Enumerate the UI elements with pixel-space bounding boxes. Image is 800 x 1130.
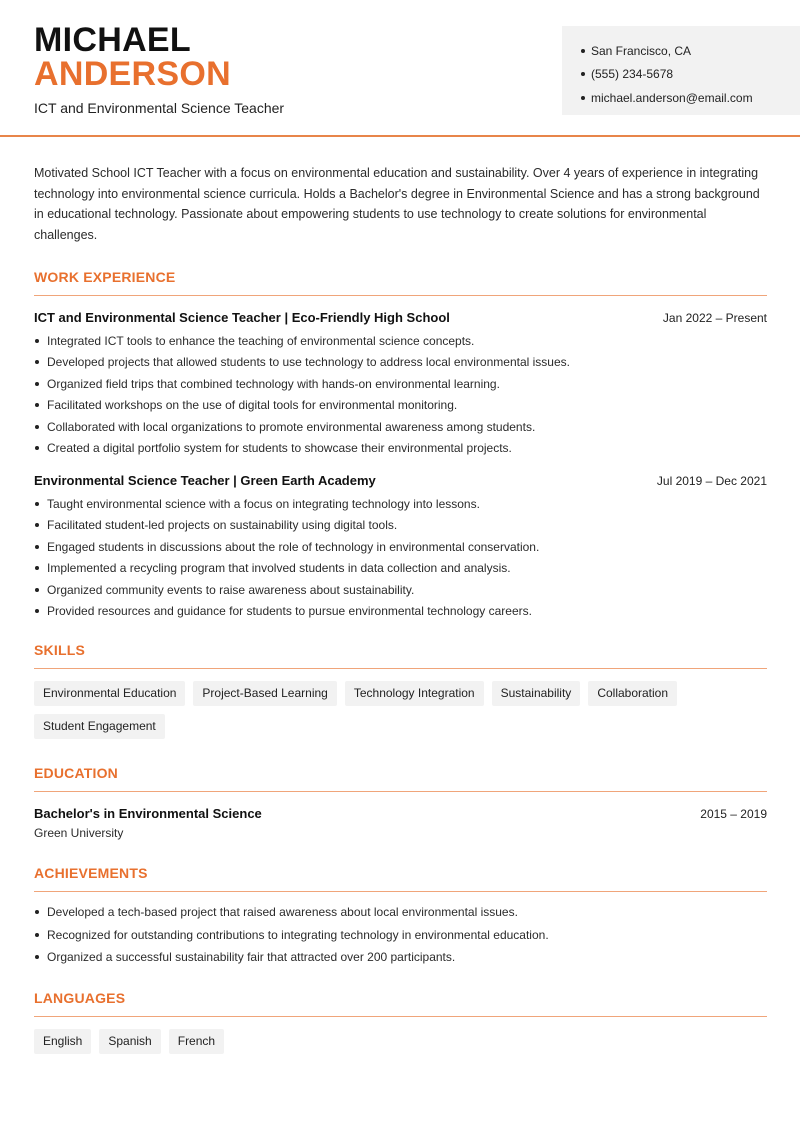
phone-text[interactable]: (555) 234-5678	[591, 67, 674, 82]
list-item-text: Recognized for outstanding contributions to integrating technology in environmental education.	[47, 927, 549, 942]
list-item	[34, 536, 767, 558]
bullet-icon	[35, 955, 39, 959]
list-item-text: Facilitated student-led projects on sustainability using digital tools.	[47, 518, 398, 533]
job-points	[34, 493, 767, 622]
bullet-icon	[35, 523, 39, 527]
resume-body	[34, 137, 767, 1054]
job-role: Environmental Science Teacher | Green Earth Academy	[34, 473, 376, 488]
bullet-icon	[35, 425, 39, 429]
education-dates: 2015 – 2019	[700, 807, 767, 821]
email-link[interactable]: michael.anderson@email.com	[591, 90, 753, 105]
list-item	[34, 373, 767, 395]
bullet-icon	[35, 933, 39, 937]
list-item	[34, 901, 767, 924]
skill-tag: Project-Based Learning	[193, 681, 336, 706]
education-section	[34, 765, 767, 840]
candidate-name	[34, 21, 231, 93]
last-name: ANDERSON	[34, 55, 231, 93]
bullet-icon	[35, 360, 39, 364]
job-dates: Jul 2019 – Dec 2021	[656, 474, 767, 488]
language-tag: English	[34, 1029, 91, 1054]
section-title-achievements: ACHIEVEMENTS	[34, 865, 767, 892]
skill-tag: Technology Integration	[345, 681, 484, 706]
skills-tags	[34, 681, 767, 739]
bullet-icon	[35, 588, 39, 592]
list-item	[34, 493, 767, 515]
bullet-icon	[35, 382, 39, 386]
list-item	[34, 395, 767, 417]
bullet-icon	[35, 339, 39, 343]
job-points	[34, 330, 767, 459]
education-header	[34, 806, 767, 821]
summary-paragraph: Motivated School ICT Teacher with a focus on environmental education and sustainability. Over 4 years of experience in integrating technology into environmental science curricula. Holds a Bachelor's degree in Environmental Science and has a strong background in educational technology. Passionate about empowering students to use technology to create solutions for environmental challenges.	[34, 166, 760, 242]
list-item	[34, 416, 767, 438]
school-name: Green University	[34, 826, 124, 840]
language-tag: French	[169, 1029, 224, 1054]
list-item	[34, 438, 767, 460]
list-item-text: Facilitated workshops on the use of digital tools for environmental monitoring.	[47, 398, 458, 413]
education-entry	[34, 806, 767, 840]
list-item	[34, 579, 767, 601]
list-item-text: Integrated ICT tools to enhance the teaching of environmental science concepts.	[47, 333, 475, 348]
language-tag: Spanish	[99, 1029, 160, 1054]
bullet-icon	[35, 403, 39, 407]
list-item	[34, 924, 767, 947]
job-entry	[34, 310, 767, 459]
skill-tag: Collaboration	[588, 681, 677, 706]
list-item	[34, 558, 767, 580]
section-title-languages: LANGUAGES	[34, 990, 767, 1017]
contact-location	[581, 39, 800, 63]
resume-header	[0, 0, 800, 137]
list-item-text: Implemented a recycling program that involved students in data collection and analysis.	[47, 561, 511, 576]
list-item-text: Taught environmental science with a focus on integrating technology into lessons.	[47, 496, 480, 511]
languages-section	[34, 990, 767, 1054]
list-item	[34, 352, 767, 374]
list-item-text: Provided resources and guidance for students to pursue environmental technology careers.	[47, 604, 532, 619]
job-entry	[34, 473, 767, 622]
skill-tag: Sustainability	[492, 681, 581, 706]
list-item	[34, 946, 767, 969]
bullet-icon	[581, 72, 585, 76]
job-role: ICT and Environmental Science Teacher | Eco-Friendly High School	[34, 310, 450, 325]
list-item-text: Organized field trips that combined technology with hands-on environmental learning.	[47, 376, 500, 391]
skills-section	[34, 642, 767, 739]
skill-tag: Student Engagement	[34, 714, 165, 739]
bullet-icon	[35, 502, 39, 506]
list-item-text: Organized a successful sustainability fair that attracted over 200 participants.	[47, 950, 456, 965]
job-dates: Jan 2022 – Present	[662, 311, 767, 325]
section-title-skills: SKILLS	[34, 642, 767, 669]
job-title: ICT and Environmental Science Teacher	[34, 100, 285, 116]
contact-box	[562, 26, 800, 115]
list-item	[34, 330, 767, 352]
job-header	[34, 473, 767, 488]
list-item	[34, 515, 767, 537]
list-item-text: Created a digital portfolio system for students to showcase their environmental projects.	[47, 441, 512, 456]
list-item	[34, 601, 767, 623]
languages-tags	[34, 1029, 767, 1054]
first-name: MICHAEL	[34, 21, 191, 59]
section-title-education: EDUCATION	[34, 765, 767, 792]
bullet-icon	[35, 609, 39, 613]
bullet-icon	[35, 566, 39, 570]
contact-phone	[581, 63, 800, 87]
skill-tag: Environmental Education	[34, 681, 185, 706]
bullet-icon	[581, 49, 585, 53]
bullet-icon	[35, 910, 39, 914]
contact-email	[581, 86, 800, 110]
bullet-icon	[581, 96, 585, 100]
list-item-text: Developed projects that allowed students to use technology to address local environmental issues.	[47, 355, 570, 370]
achievements-section	[34, 865, 767, 969]
list-item-text: Collaborated with local organizations to promote environmental awareness among students.	[47, 419, 536, 434]
section-title-work: WORK EXPERIENCE	[34, 269, 767, 296]
bullet-icon	[35, 446, 39, 450]
achievements-list	[34, 901, 767, 969]
job-header	[34, 310, 767, 325]
list-item-text: Organized community events to raise awareness about sustainability.	[47, 582, 415, 597]
list-item-text: Developed a tech-based project that raised awareness about local environmental issues.	[47, 905, 518, 920]
degree-name: Bachelor's in Environmental Science	[34, 806, 262, 821]
location-text: San Francisco, CA	[591, 43, 692, 58]
work-section	[34, 269, 767, 622]
bullet-icon	[35, 545, 39, 549]
list-item-text: Engaged students in discussions about the role of technology in environmental conservation.	[47, 539, 540, 554]
